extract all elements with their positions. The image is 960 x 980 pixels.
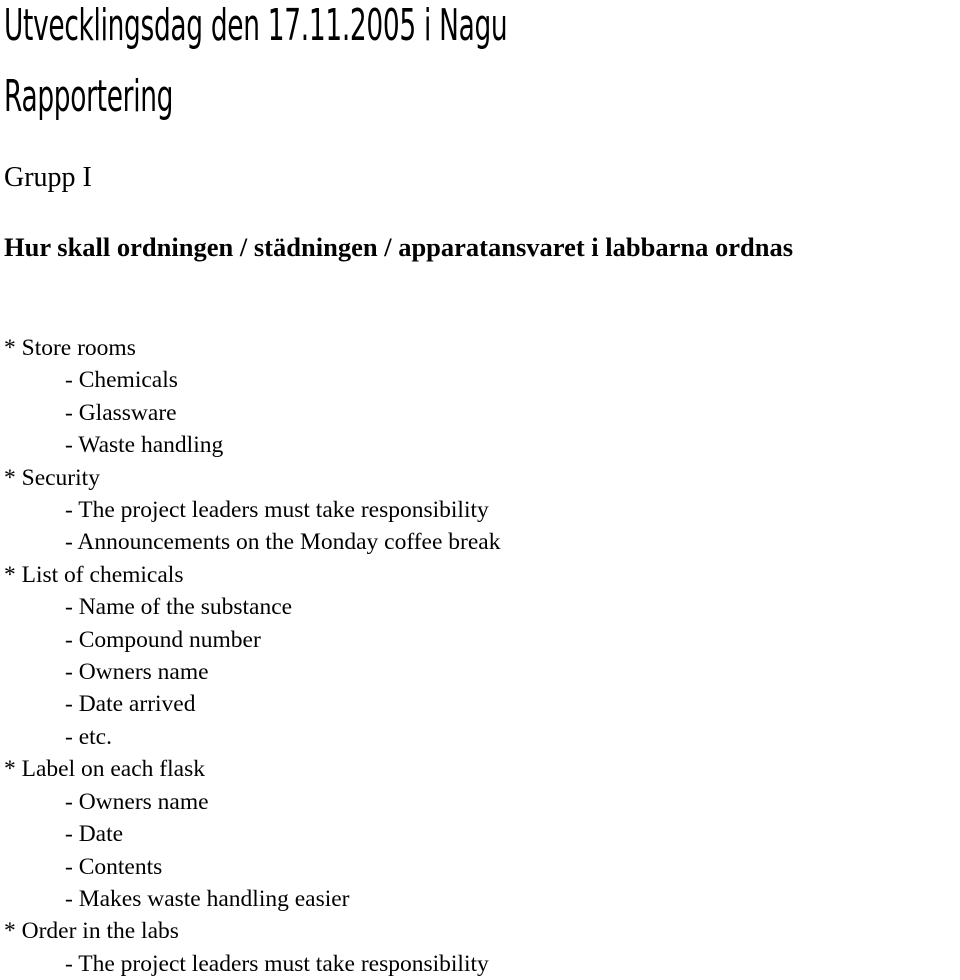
list-item: * Order in the labs: [4, 918, 179, 945]
list-subitem: - Owners name: [65, 788, 209, 815]
list-subitem: - Date: [65, 821, 124, 848]
report-list: [4, 332, 500, 980]
list-subitem: - Announcements on the Monday coffee break: [65, 529, 501, 556]
list-item: * List of chemicals: [4, 561, 184, 588]
list-subitem: - Date arrived: [65, 691, 196, 718]
group-label: Grupp I: [4, 162, 92, 193]
list-subitem: - Glassware: [65, 399, 177, 426]
list-item: * Store rooms: [4, 335, 136, 361]
document-subtitle: Rapportering: [4, 71, 174, 122]
list-subitem: - Owners name: [65, 659, 209, 686]
list-subitem: - The project leaders must take responsibility: [65, 950, 489, 977]
list-subitem: - Compound number: [65, 626, 261, 653]
document-title: Utvecklingsdag den 17.11.2005 i Nagu: [4, 0, 508, 51]
list-subitem: - Makes waste handling easier: [65, 885, 350, 912]
list-subitem: - The project leaders must take responsibility: [65, 497, 489, 524]
list-subitem: - etc.: [65, 723, 112, 750]
list-subitem: - Waste handling: [65, 432, 224, 459]
list-subitem: - Chemicals: [65, 367, 178, 394]
list-subitem: - Name of the substance: [65, 594, 293, 621]
list-subitem: - Contents: [65, 853, 163, 880]
list-item: * Label on each flask: [4, 756, 205, 783]
list-item: * Security: [4, 464, 100, 491]
question-heading: Hur skall ordningen / städningen / apparatansvaret i labbarna ordnas: [4, 232, 794, 262]
